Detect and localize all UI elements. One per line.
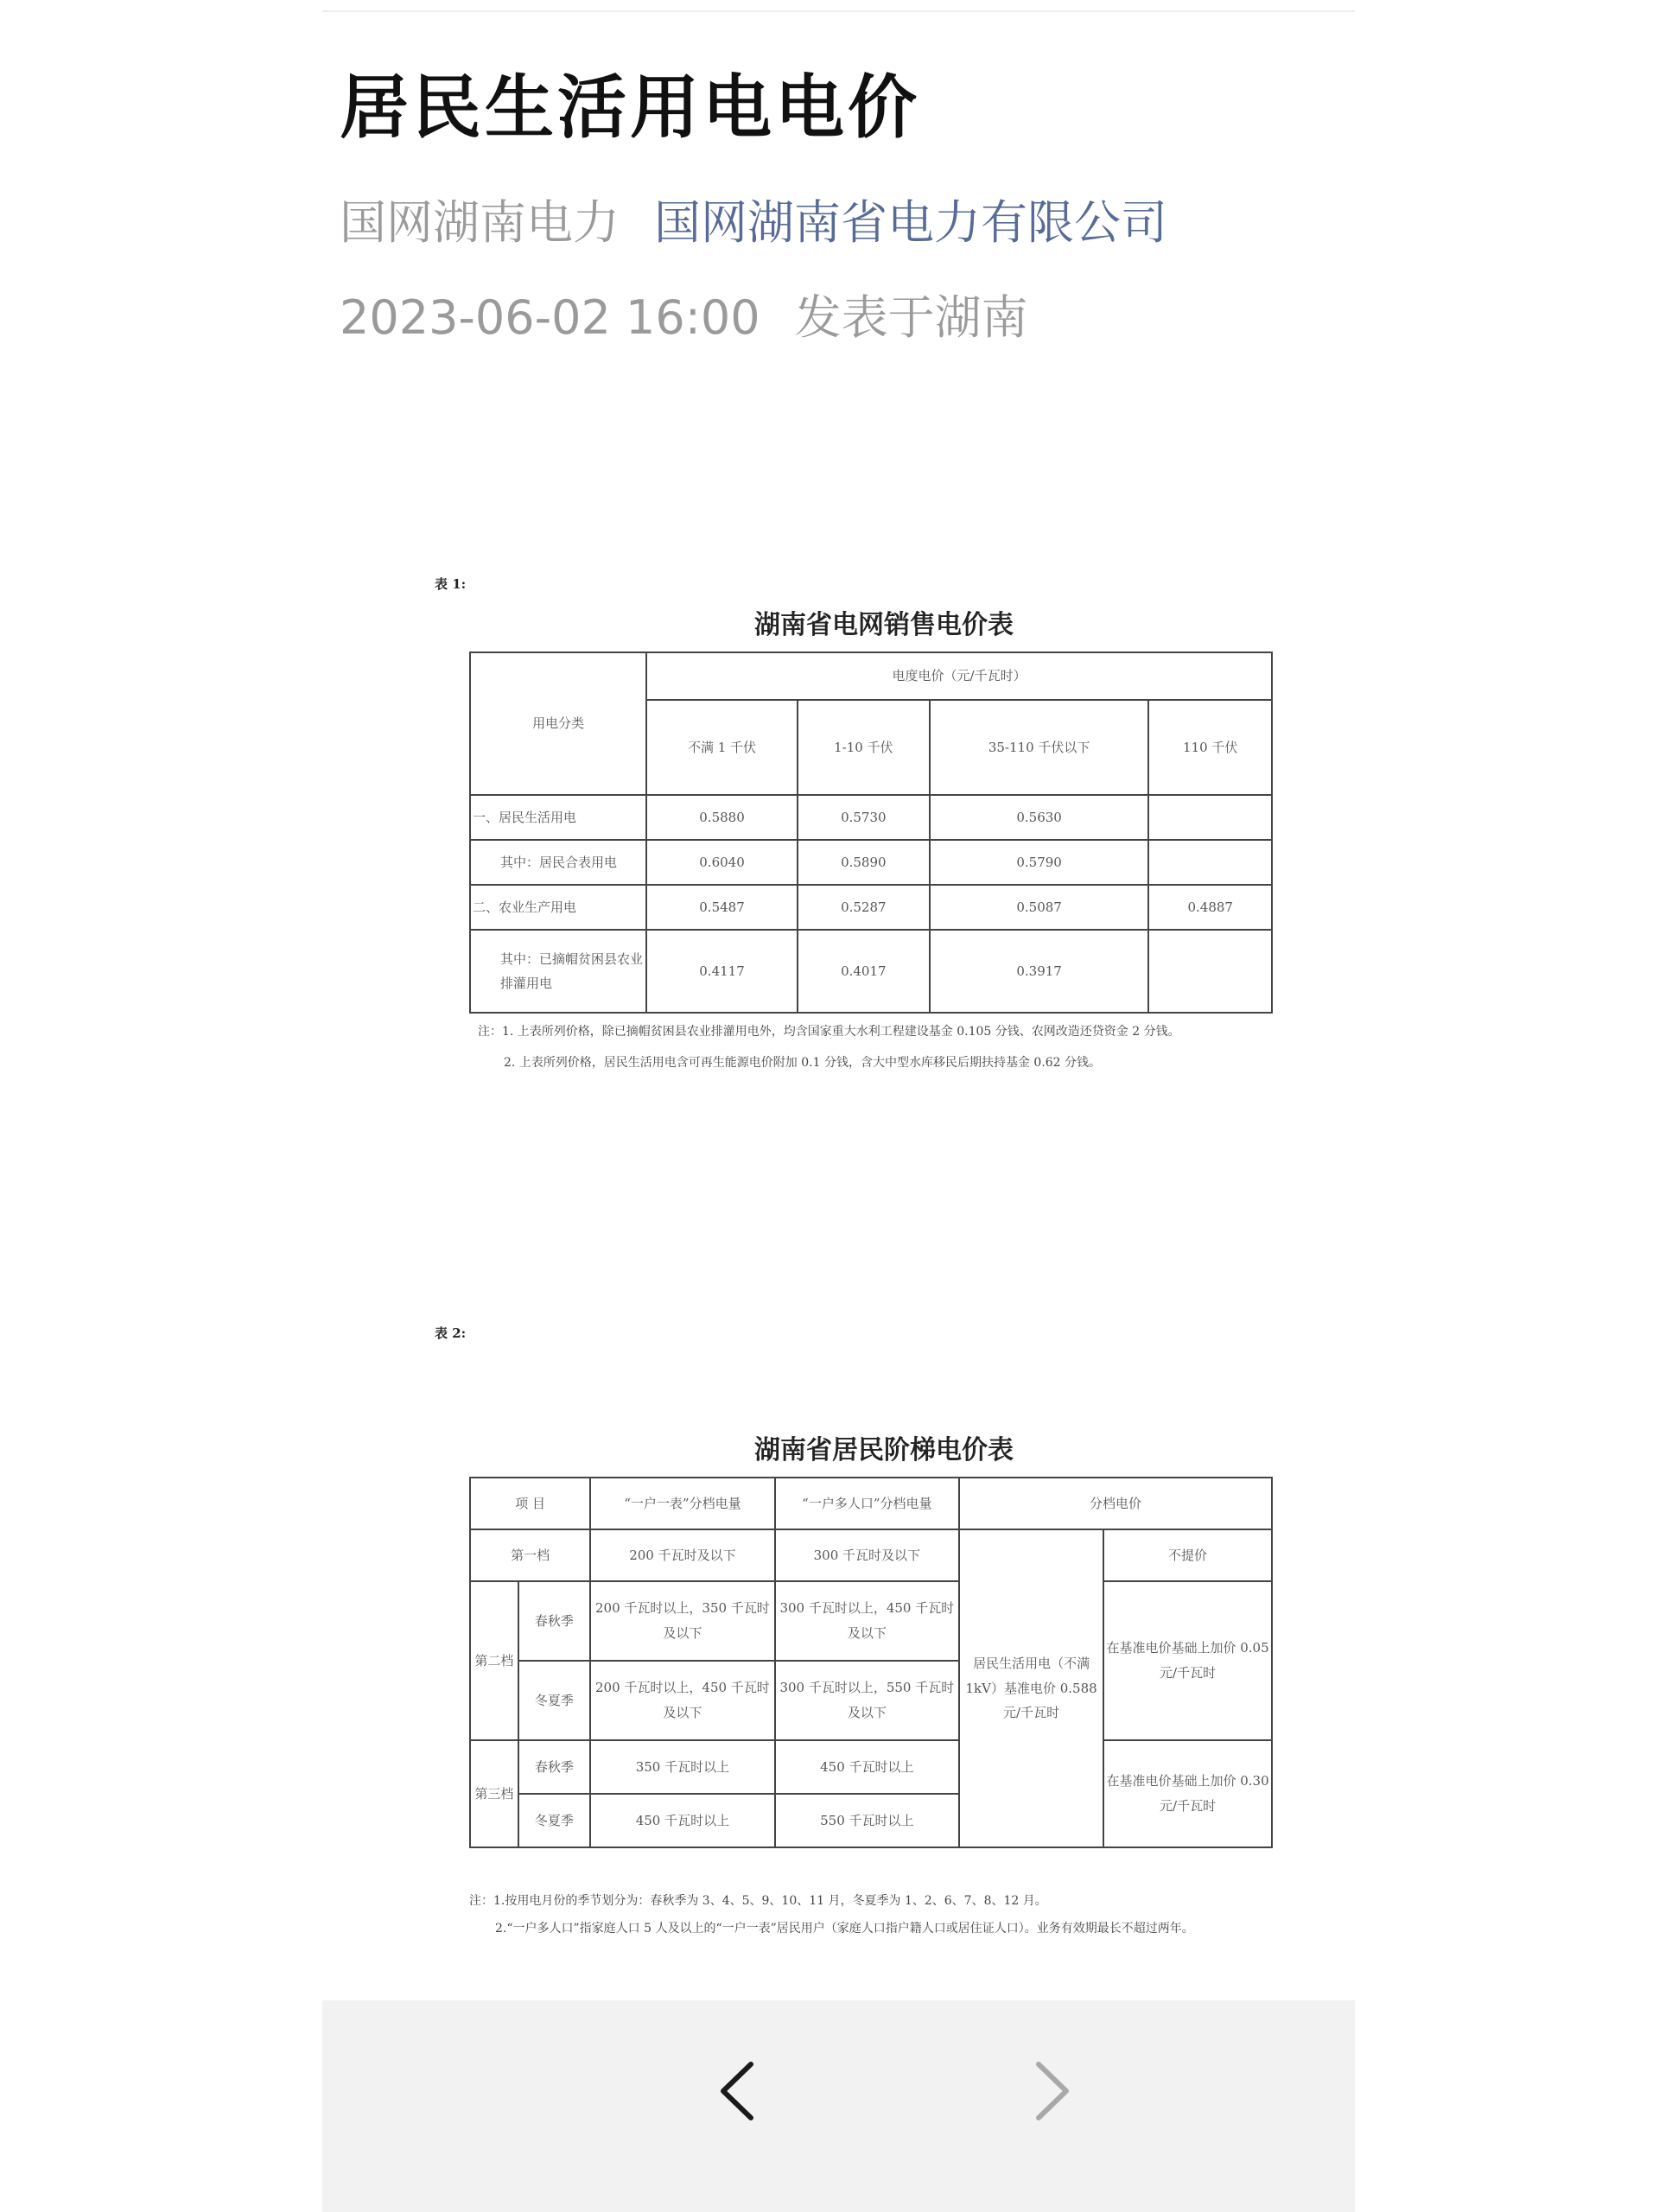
price-header: 电度电价（元/千瓦时） — [646, 652, 1272, 700]
cell: 200 千瓦时及以下 — [590, 1529, 774, 1581]
tier-name: 第一档 — [470, 1529, 590, 1581]
article-title: 居民生活用电电价 — [340, 67, 920, 148]
cell: 在基准电价基础上加价 0.30 元/千瓦时 — [1103, 1740, 1272, 1847]
table-row — [470, 1581, 1272, 1661]
cell: 450 千瓦时以上 — [775, 1740, 959, 1794]
org-link[interactable]: 国网湖南省电力有限公司 — [654, 195, 1167, 250]
table2 — [469, 1477, 1273, 1848]
cell — [1148, 840, 1272, 885]
row-name: 其中：已摘帽贫困县农业排灌用电 — [470, 930, 646, 1013]
cell: 0.5287 — [798, 885, 930, 930]
row-name: 二、农业生产用电 — [470, 885, 646, 930]
column-header: 35-110 千伏以下 — [930, 700, 1149, 795]
cell: 450 千瓦时以上 — [590, 1794, 774, 1847]
table1-note: 2. 上表所列价格，居民生活用电含可再生能源电价附加 0.1 分钱，含大中型水库移民后期扶持基金 0.62 分钱。 — [504, 1056, 1102, 1071]
table2-note: 注：1.按用电月份的季节划分为：春秋季为 3、4、5、9、10、11 月，冬夏季为 1、2、6、7、8、12 月。 — [469, 1893, 1047, 1908]
table2-title: 湖南省居民阶梯电价表 — [754, 1434, 1014, 1465]
column-header: 不满 1 千伏 — [646, 700, 798, 795]
publish-location: 发表于湖南 — [794, 290, 1028, 345]
table-row — [470, 1529, 1272, 1581]
header-cell: 项 目 — [470, 1478, 590, 1529]
cell: 200 千瓦时以上，350 千瓦时及以下 — [590, 1581, 774, 1661]
cell: 300 千瓦时以上，450 千瓦时及以下 — [775, 1581, 959, 1661]
table1 — [469, 652, 1273, 1014]
cell: 0.5730 — [798, 795, 930, 840]
table1-title: 湖南省电网销售电价表 — [754, 610, 1014, 640]
cell: 0.5790 — [930, 840, 1149, 885]
cell: 0.6040 — [646, 840, 798, 885]
base-price-cell: 居民生活用电（不满 1kV）基准电价 0.588 元/千瓦时 — [959, 1529, 1103, 1847]
cell — [1148, 930, 1272, 1013]
cell: 0.3917 — [930, 930, 1149, 1013]
top-divider — [322, 10, 1355, 12]
header-cell: 分档电价 — [959, 1478, 1272, 1529]
article-date-line — [340, 281, 1028, 347]
tier-name: 第二档 — [470, 1581, 518, 1740]
cell: 350 千瓦时以上 — [590, 1740, 774, 1794]
cell — [1148, 795, 1272, 840]
account-name[interactable]: 国网湖南电力 — [340, 195, 620, 250]
row-name: 其中：居民合表用电 — [470, 840, 646, 885]
cell: 在基准电价基础上加价 0.05 元/千瓦时 — [1103, 1581, 1272, 1740]
table-row — [470, 885, 1272, 930]
column-header: 110 千伏 — [1148, 700, 1272, 795]
cell: 550 千瓦时以上 — [775, 1794, 959, 1847]
cell: 0.5880 — [646, 795, 798, 840]
season: 春秋季 — [518, 1581, 591, 1661]
back-button[interactable] — [694, 2048, 780, 2134]
article-page — [322, 0, 1355, 2212]
cell: 300 千瓦时以上，550 千瓦时及以下 — [775, 1661, 959, 1740]
cell: 0.4117 — [646, 930, 798, 1013]
chevron-right-icon — [1033, 2061, 1071, 2121]
table-row — [470, 795, 1272, 840]
table2-label: 表 2: — [435, 1325, 467, 1341]
row-name: 一、居民生活用电 — [470, 795, 646, 840]
cell: 0.4017 — [798, 930, 930, 1013]
table1-label: 表 1: — [435, 576, 467, 592]
cell: 0.5087 — [930, 885, 1149, 930]
cell: 不提价 — [1103, 1529, 1272, 1581]
table-row — [470, 840, 1272, 885]
table-row — [470, 1740, 1272, 1794]
category-header: 用电分类 — [470, 652, 646, 795]
article-meta — [340, 186, 1167, 252]
table2-note: 2.“一户多人口”指家庭人口 5 人及以上的“一户一表”居民用户（家庭人口指户籍人口或居住证人口）。业务有效期最长不超过两年。 — [495, 1922, 1194, 1936]
cell: 0.5487 — [646, 885, 798, 930]
season: 冬夏季 — [518, 1794, 591, 1847]
document-image — [435, 536, 1299, 1939]
table1-note: 注：1. 上表所列价格，除已摘帽贫困县农业排灌用电外，均含国家重大水利工程建设基金 0.105 分钱、农网改造还贷资金 2 分钱。 — [478, 1025, 1180, 1039]
column-header: 1-10 千伏 — [798, 700, 930, 795]
season: 春秋季 — [518, 1740, 591, 1794]
forward-button[interactable] — [1009, 2048, 1096, 2134]
cell: 0.4887 — [1148, 885, 1272, 930]
cell: 200 千瓦时以上，450 千瓦时及以下 — [590, 1661, 774, 1740]
header-cell: “一户多人口”分档电量 — [775, 1478, 959, 1529]
tier-name: 第三档 — [470, 1740, 518, 1847]
cell: 0.5890 — [798, 840, 930, 885]
chevron-left-icon — [718, 2061, 756, 2121]
header-cell: “一户一表”分档电量 — [590, 1478, 774, 1529]
bottom-nav-bar — [322, 2000, 1355, 2212]
table-row — [470, 930, 1272, 1013]
cell: 0.5630 — [930, 795, 1149, 840]
cell: 300 千瓦时及以下 — [775, 1529, 959, 1581]
publish-date: 2023-06-02 16:00 — [340, 290, 760, 345]
season: 冬夏季 — [518, 1661, 591, 1740]
